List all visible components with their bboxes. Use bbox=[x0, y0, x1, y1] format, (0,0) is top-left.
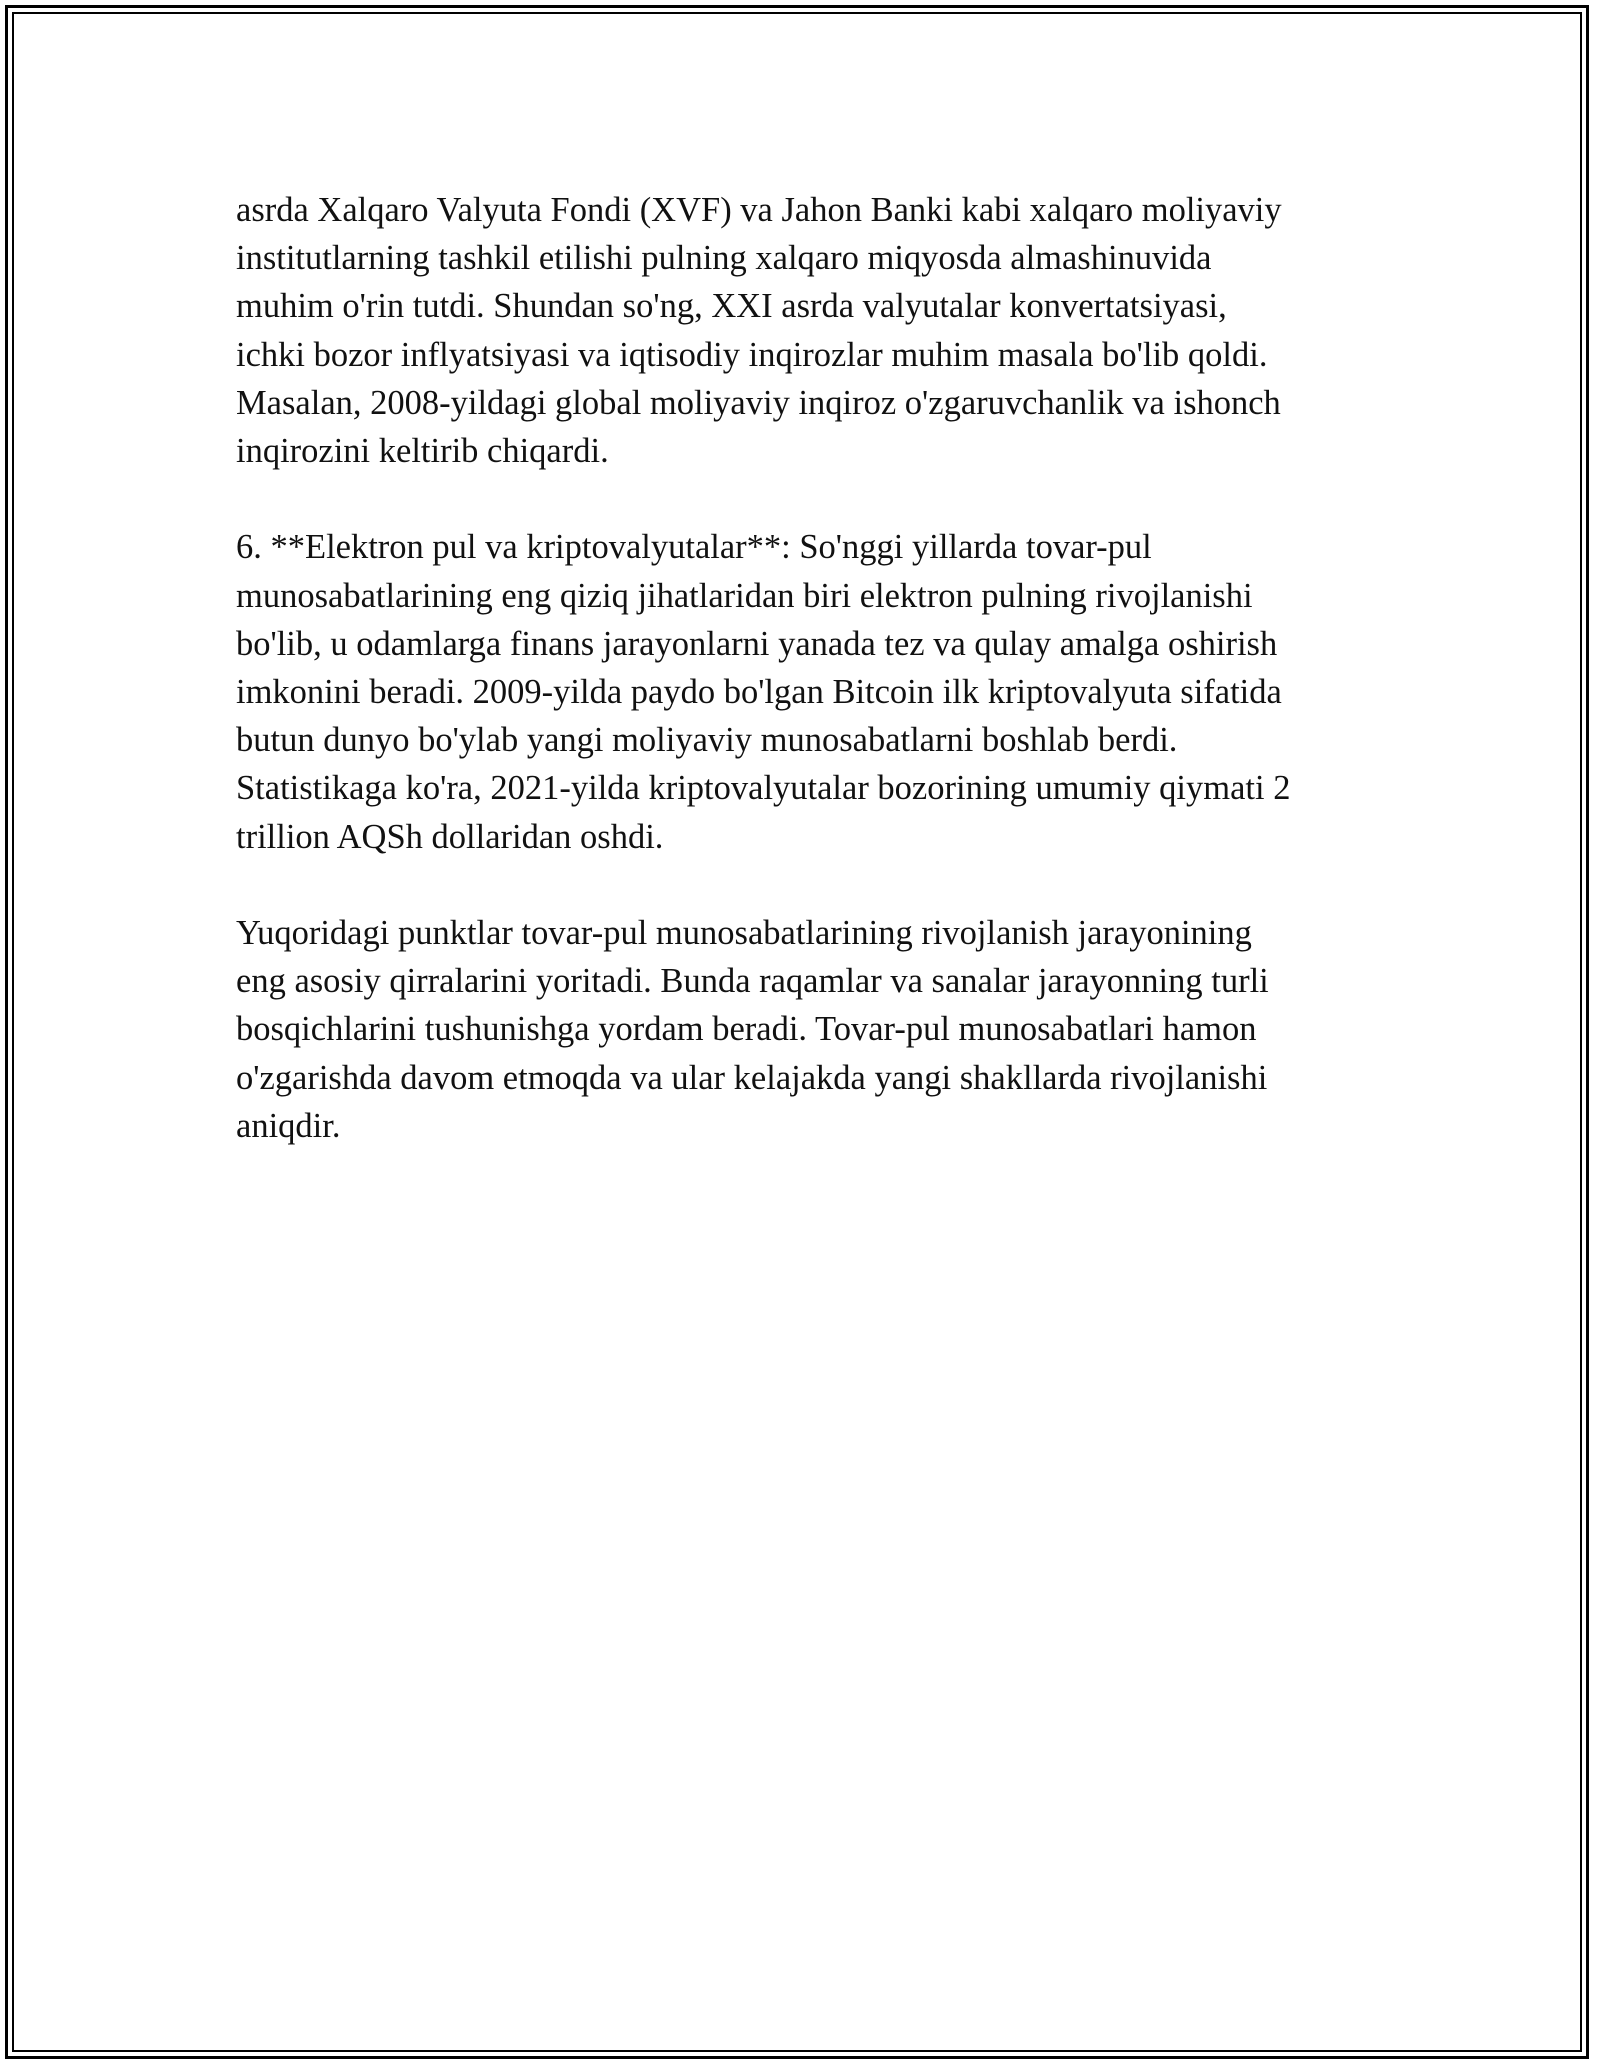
text-line: bosqichlarini tushunishga yordam beradi. Tovar-pul munosabatlari hamon bbox=[236, 1010, 1257, 1049]
document-body bbox=[236, 186, 1366, 1198]
paragraph-conclusion bbox=[236, 909, 1366, 1150]
text-line: eng asosiy qirralarini yoritadi. Bunda raqamlar va sanalar jarayonning turli bbox=[236, 962, 1269, 1001]
text-line: institutlarning tashkil etilishi pulning xalqaro miqyosda almashinuvida bbox=[236, 239, 1212, 278]
text-line: Yuqoridagi punktlar tovar-pul munosabatlarining rivojlanish jarayonining bbox=[236, 914, 1252, 953]
text-line: o'zgarishda davom etmoqda va ular kelajakda yangi shakllarda rivojlanishi bbox=[236, 1058, 1268, 1097]
text-line: inqirozini keltirib chiqardi. bbox=[236, 432, 609, 471]
text-line: asrda Xalqaro Valyuta Fondi (XVF) va Jahon Banki kabi xalqaro moliyaviy bbox=[236, 191, 1282, 229]
text-line: ichki bozor inflyatsiyasi va iqtisodiy inqirozlar muhim masala bo'lib qoldi. bbox=[236, 335, 1268, 374]
text-line: Masalan, 2008-yildagi global moliyaviy inqiroz o'zgaruvchanlik va ishonch bbox=[236, 383, 1281, 422]
text-line: trillion AQSh dollaridan oshdi. bbox=[236, 817, 664, 856]
text-line: muhim o'rin tutdi. Shundan so'ng, XXI asrda valyutalar konvertatsiyasi, bbox=[236, 287, 1227, 326]
text-line: munosabatlarining eng qiziq jihatlaridan biri elektron pulning rivojlanishi bbox=[236, 576, 1253, 615]
text-line: bo'lib, u odamlarga finans jarayonlarni yanada tez va qulay amalga oshirish bbox=[236, 624, 1278, 663]
paragraph-electronic-money bbox=[236, 523, 1366, 860]
paragraph-intro bbox=[236, 186, 1366, 475]
text-line: aniqdir. bbox=[236, 1106, 341, 1145]
text-line: Statistikaga ko'ra, 2021-yilda kriptovalyutalar bozorining umumiy qiymati 2 bbox=[236, 769, 1291, 808]
text-line: butun dunyo bo'ylab yangi moliyaviy munosabatlarni boshlab berdi. bbox=[236, 721, 1178, 760]
text-line: imkonini beradi. 2009-yilda paydo bo'lgan Bitcoin ilk kriptovalyuta sifatida bbox=[236, 673, 1282, 712]
text-line: 6. **Elektron pul va kriptovalyutalar**: So'nggi yillarda tovar-pul bbox=[236, 528, 1152, 567]
